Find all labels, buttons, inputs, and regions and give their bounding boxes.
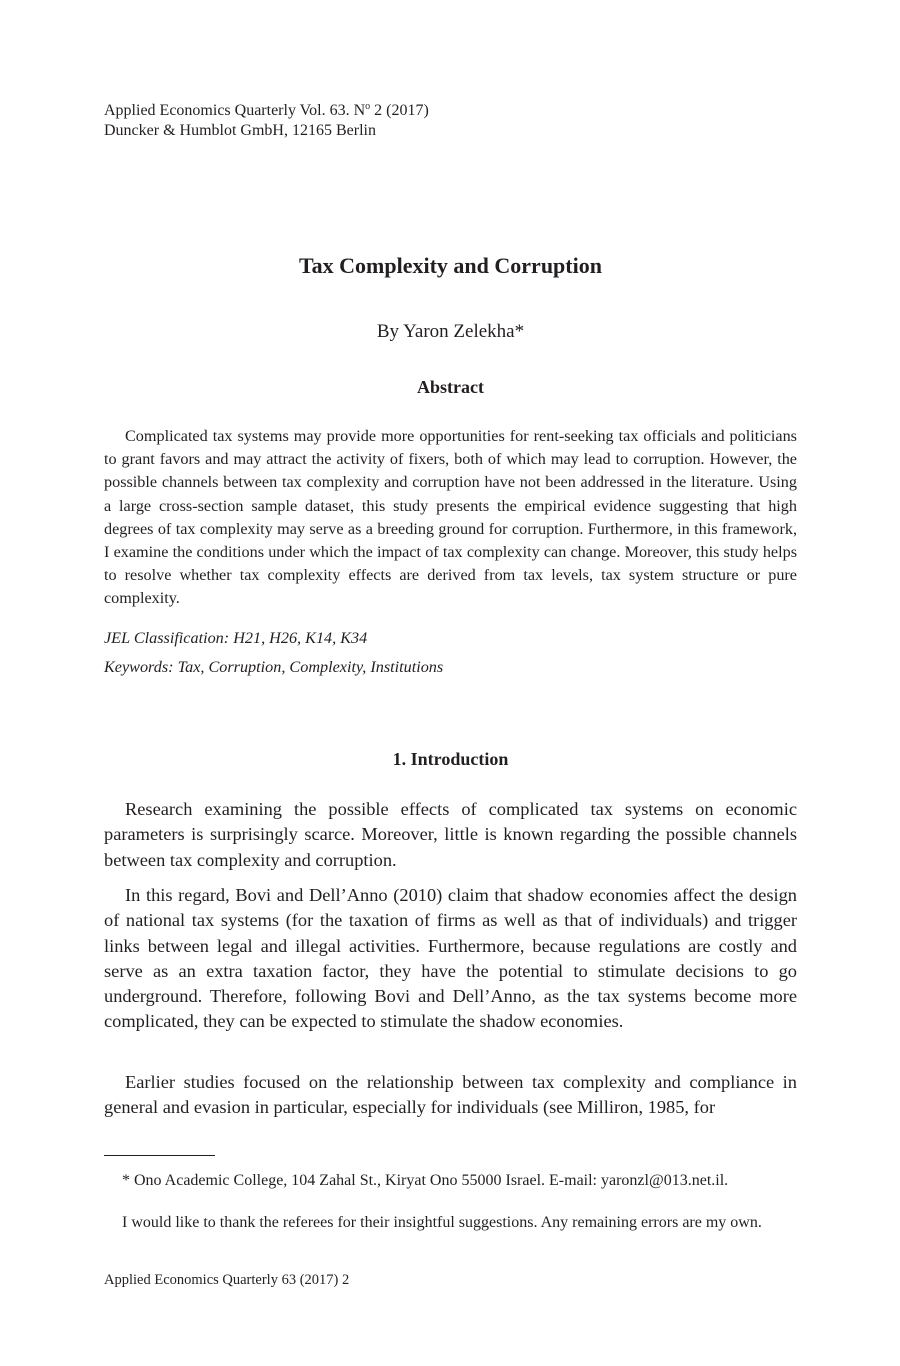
issue-year: 2 (2017) bbox=[370, 102, 429, 119]
journal-header bbox=[104, 101, 429, 141]
journal-line bbox=[104, 101, 429, 121]
keywords: Keywords: Tax, Corruption, Complexity, Institutions bbox=[104, 658, 444, 676]
footnote-acknowledgement: I would like to thank the referees for their insightful suggestions. Any remaining errors are my own. bbox=[122, 1214, 762, 1231]
article-title: Tax Complexity and Corruption bbox=[299, 253, 602, 278]
jel-classification: JEL Classification: H21, H26, K14, K34 bbox=[104, 629, 368, 647]
abstract-heading: Abstract bbox=[417, 377, 484, 397]
body-paragraph: Earlier studies focused on the relationship between tax complexity and compliance in general and evasion in particular, especially for individuals (see Milliron, 1985, for bbox=[104, 1072, 797, 1118]
page-footer: Applied Economics Quarterly 63 (2017) 2 bbox=[104, 1272, 350, 1288]
paper-page bbox=[104, 0, 797, 1366]
body-paragraph: In this regard, Bovi and Dell’Anno (2010) claim that shadow economies affect the design of national tax systems (for the taxation of firms as well as that of individuals) and trigger links between legal and illegal activities. Furthermore, because regulations are costly and serve as an extra taxation factor, they have the potential to stimulate decisions to go underground. Therefore, following Bovi and Dell’Anno, as the tax systems become more complicated, they can be expected to stimulate the shadow economies. bbox=[104, 885, 797, 1032]
body-paragraph: Research examining the possible effects of complicated tax systems on economic parameters is surprisingly scarce. Moreover, little is known regarding the possible channels between tax complexity and corruption. bbox=[104, 799, 797, 870]
section-heading-introduction: 1. Introduction bbox=[392, 749, 509, 769]
author-byline: By Yaron Zelekha* bbox=[376, 321, 525, 342]
footnote-divider bbox=[104, 1155, 215, 1156]
abstract-text: Complicated tax systems may provide more opportunities for rent-seeking tax officials and politicians to grant favors and may attract the activity of fixers, both of which may lead to corruption. However, the possible channels between tax complexity and corruption have not been addressed in the literature. Using a large cross-section sample dataset, this study presents the empirical evidence suggesting that high degrees of tax complexity may serve as a breeding ground for corruption. Furthermore, in this framework, I examine the conditions under which the impact of tax complexity can change. Moreover, this study helps to resolve whether tax complexity effects are derived from tax levels, tax system structure or pure complexity. bbox=[104, 427, 797, 608]
issue-superscript: o bbox=[365, 101, 371, 112]
publisher-line: Duncker & Humblot GmbH, 12165 Berlin bbox=[104, 122, 376, 139]
journal-name: Applied Economics Quarterly Vol. 63. N bbox=[104, 102, 366, 119]
footnote-affiliation: * Ono Academic College, 104 Zahal St., Kiryat Ono 55000 Israel. E-mail: yaronzl@013.​net.il. bbox=[122, 1172, 729, 1189]
